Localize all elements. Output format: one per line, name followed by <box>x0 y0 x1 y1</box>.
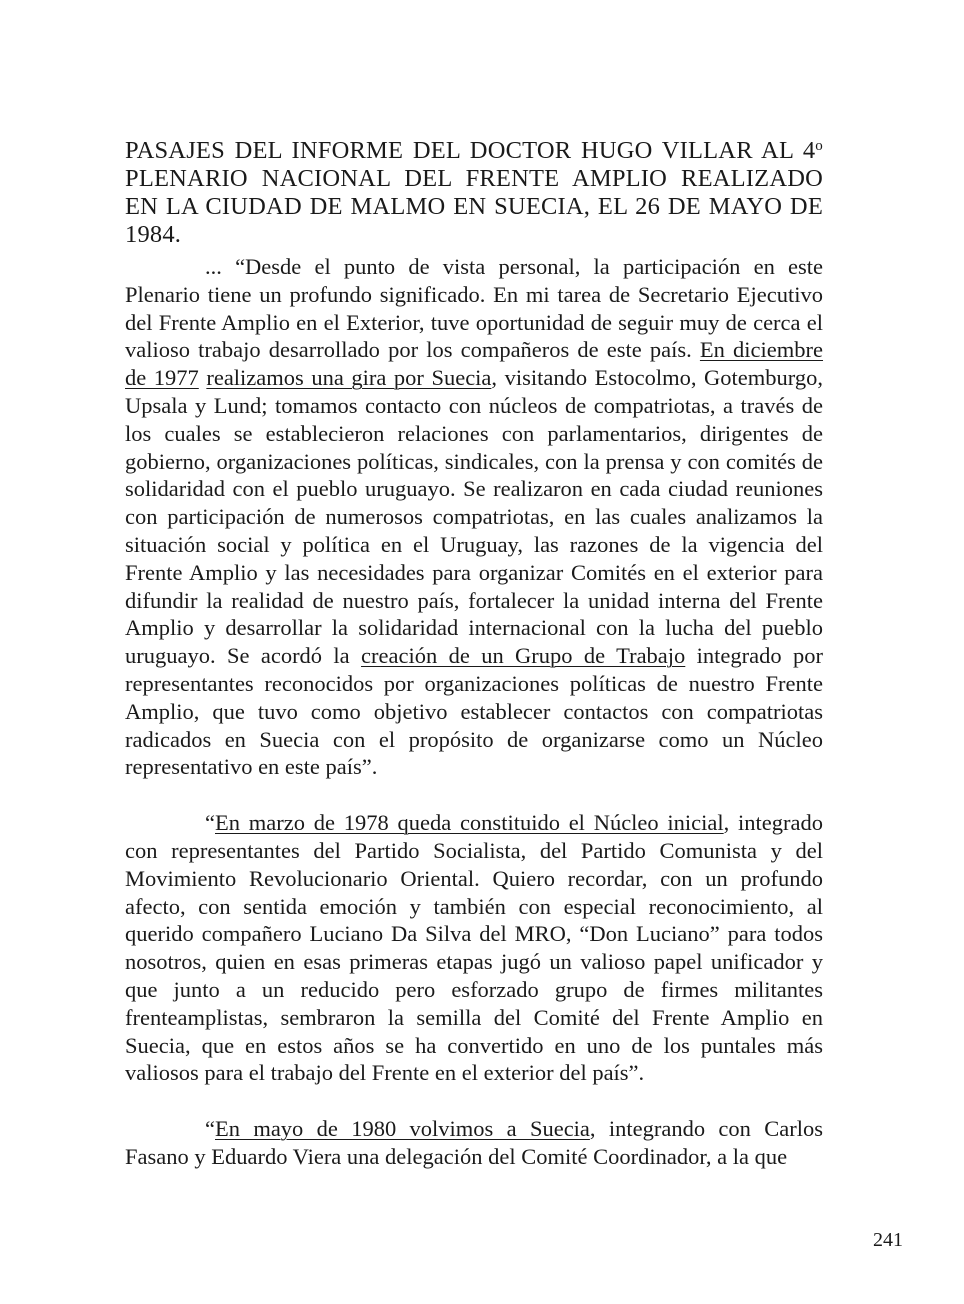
paragraph-2-text-2: , integrado con representantes del Partido Socialista, del Partido Comunista y del Movimiento Revolucionario Oriental. Quiero recordar, con un profundo afecto, con sentida emoción y también con especial reconocimiento, al querido compañero Luciano Da Silva del MRO, “Don Luciano” para todos nosotros, quien en esas primeras etapas jugó un valioso papel unificador y que junto a un reducido pero esforzado grupo de firmes militantes frenteamplistas, sembraron la semilla del Comité del Frente Amplio en Suecia, que en estos años se ha convertido en uno de los puntales más valiosos para el trabajo del Frente en el exterior del país”. <box>125 810 824 1086</box>
paragraph-3-text-2: , integrando con Carlos Fasano y Eduardo Viera una delegación del Comité Coordinador, a la que <box>125 1116 823 1169</box>
paragraph-3 <box>125 1115 823 1171</box>
paragraph-2-underline-1: En marzo de 1978 queda constituido el Núcleo inicial <box>215 810 724 836</box>
paragraph-1-text-3: , visitando Estocolmo, Gotemburgo, Upsala y Lund; tomamos contacto con núcleos de compatriotas, a través de los cuales se establecieron relaciones con parlamentarios, dirigentes de gobierno, organizaciones políticas, sindicales, con la prensa y con comités de solidaridad con el pueblo uruguayo. Se realizaron en cada ciudad reuniones con participación de numerosos compatriotas, en las cuales analizamos la situación social y política en el Uruguay, las razones de la vigencia del Frente Amplio y las necesidades para organizar Comités en el exterior para difundir la realidad de nuestro país, fortalecer la unidad interna del Frente Amplio y desarrollar la solidaridad internacional con la lucha del pueblo uruguayo. Se acordó la <box>125 365 823 669</box>
paragraph-1-text-4: integrado por representantes reconocidos por organizaciones políticas de nuestro Frente Amplio, que tuvo como objetivo establecer contactos con compatriotas radicados en Suecia con el propósito de organizarse como un Núcleo representativo en este país”. <box>125 643 823 780</box>
paragraph-1-underline-3: creación de un Grupo de Trabajo <box>361 643 686 669</box>
title-main: PASAJES DEL INFORME DEL DOCTOR HUGO VILLAR AL 4 <box>125 137 816 164</box>
title-rest: PLENARIO NACIONAL DEL FRENTE AMPLIO REALIZADO EN LA CIUDAD DE MALMO EN SUECIA, EL 26 DE MAYO DE 1984. <box>125 165 823 248</box>
paragraph-1-underline-2: realizamos una gira por Suecia <box>206 365 492 391</box>
title-ordinal-superscript: o <box>815 138 823 154</box>
paragraph-1 <box>125 253 823 781</box>
document-body <box>125 253 823 1199</box>
document-title <box>125 137 823 249</box>
paragraph-2 <box>125 809 823 1087</box>
paragraph-3-text-1: “ <box>205 1116 215 1142</box>
paragraph-1-text-1: ... “Desde el punto de vista personal, la participación en este Plenario tiene un profundo significado. En mi tarea de Secretario Ejecutivo del Frente Amplio en el Exterior, tuve oportunidad de seguir muy de cerca el valioso trabajo desarrollado por los compañeros de este país. <box>125 254 823 363</box>
page-number: 241 <box>873 1229 903 1251</box>
paragraph-2-text-1: “ <box>205 810 215 836</box>
paragraph-1-underline-1: En diciembre de 1977 <box>125 337 824 391</box>
paragraph-3-underline-1: En mayo de 1980 volvimos a Suecia <box>215 1116 590 1142</box>
